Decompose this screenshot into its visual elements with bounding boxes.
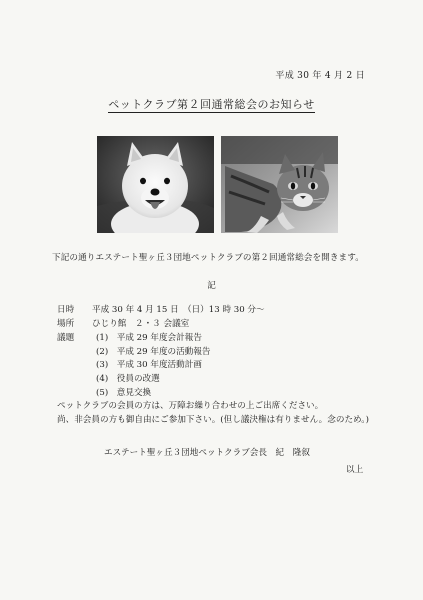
notice-title bbox=[0, 96, 423, 112]
notice-date: 平成 30 年 4 月 2 日 bbox=[275, 71, 365, 81]
dog-photo bbox=[97, 136, 214, 233]
place-label: 場所 bbox=[57, 319, 75, 329]
note-nonmembers: 尚、非会員の方も御自由にご参加下さい。(但し議決権は有りません。念のため。) bbox=[57, 415, 369, 425]
closing-ijo: 以上 bbox=[346, 465, 364, 475]
intro-text: 下記の通りエステート聖ヶ丘３団地ペットクラブの第２回通常総会を開きます。 bbox=[52, 253, 364, 263]
agenda-item: (3) 平成 30 年度活動計画 bbox=[96, 360, 202, 370]
agenda-item: (4) 役員の改選 bbox=[96, 374, 160, 384]
agenda-item: (2) 平成 29 年度の活動報告 bbox=[96, 347, 211, 357]
signature: エステート聖ヶ丘３団地ペットクラブ会長 紀 隆叙 bbox=[104, 448, 310, 458]
place-value: ひじり館 ２・３ 会議室 bbox=[92, 319, 190, 329]
cat-photo bbox=[221, 136, 338, 233]
datetime-value: 平成 30 年 4 月 15 日 （日）13 時 30 分～ bbox=[92, 305, 265, 315]
note-members: ペットクラブの会員の方は、万障お繰り合わせの上ご出席ください。 bbox=[57, 401, 324, 411]
agenda-item: (5) 意見交換 bbox=[96, 388, 152, 398]
agenda-item: (1) 平成 29 年度会計報告 bbox=[96, 333, 202, 343]
notice-title-text: ペットクラブ第２回通常総会のお知らせ bbox=[108, 98, 315, 111]
ki-heading: 記 bbox=[207, 281, 216, 291]
agenda-label: 議題 bbox=[57, 333, 75, 343]
datetime-label: 日時 bbox=[57, 305, 75, 315]
